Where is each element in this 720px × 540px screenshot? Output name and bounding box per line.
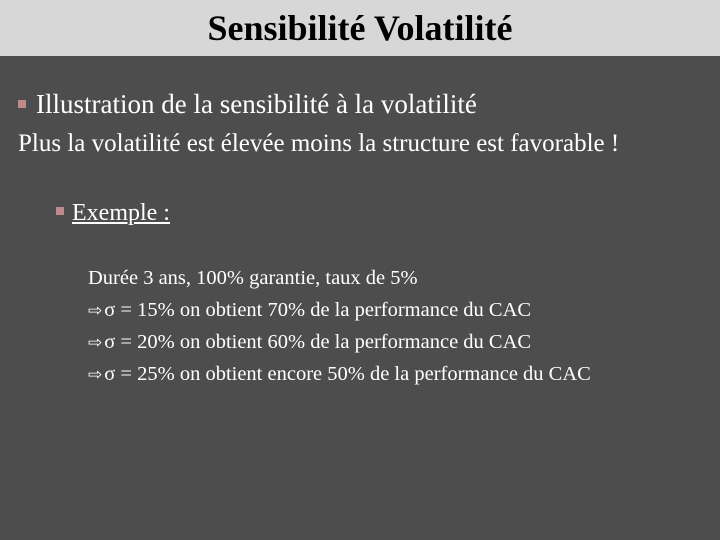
example-bullet xyxy=(56,198,170,228)
result-row xyxy=(88,294,591,326)
result-row xyxy=(88,326,591,358)
square-bullet-icon xyxy=(56,207,64,215)
heading-text: Illustration de la sensibilité à la volatilité xyxy=(36,89,477,119)
conditions-text: Durée 3 ans, 100% garantie, taux de 5% xyxy=(88,267,418,289)
example-details xyxy=(88,262,591,390)
right-arrow-icon: ⇨ xyxy=(88,365,103,385)
slide-title: Sensibilité Volatilité xyxy=(207,8,513,48)
result-row xyxy=(88,358,591,390)
square-bullet-icon xyxy=(18,100,26,108)
right-arrow-icon: ⇨ xyxy=(88,333,103,353)
result-text: σ = 15% on obtient 70% de la performance du CAC xyxy=(104,299,532,321)
main-bullet-heading xyxy=(18,88,477,120)
title-bar xyxy=(0,0,720,56)
right-arrow-icon: ⇨ xyxy=(88,301,103,321)
result-text: σ = 25% on obtient encore 50% de la performance du CAC xyxy=(104,363,591,385)
result-text: σ = 20% on obtient 60% de la performance du CAC xyxy=(104,331,532,353)
statement-text: Plus la volatilité est élevée moins la structure est favorable ! xyxy=(18,130,620,157)
example-label: Exemple : xyxy=(72,200,170,226)
